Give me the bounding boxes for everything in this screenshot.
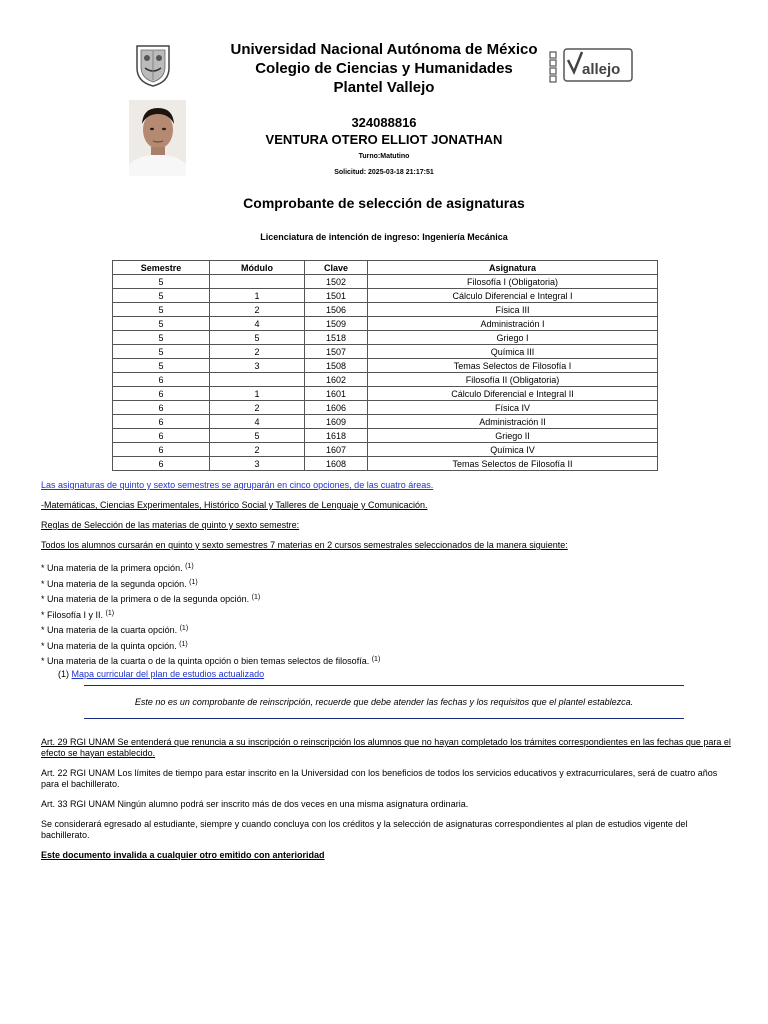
shift-label: Turno:Matutino: [358, 153, 410, 160]
cell-clave: 1609: [305, 415, 368, 429]
cell-asignatura: Química IV: [368, 443, 658, 457]
document-header: [0, 40, 768, 98]
cell-clave: 1618: [305, 429, 368, 443]
areas-text: -Matemáticas, Ciencias Experimentales, Histórico Social y Talleres de Lenguaje y Comunicación.: [41, 500, 428, 510]
cell-asignatura: Griego I: [368, 331, 658, 345]
table-row: [113, 429, 658, 443]
header-semestre: Semestre: [113, 261, 210, 275]
cell-asignatura: Griego II: [368, 429, 658, 443]
unam-seal-icon: [133, 42, 173, 88]
cell-clave: 1608: [305, 457, 368, 471]
licenciatura-label: Licenciatura de intención de ingreso: Ingeniería Mecánica: [260, 232, 508, 242]
table-body: [113, 275, 658, 471]
rule-item: [41, 560, 731, 576]
rule-text: * Una materia de la primera opción.: [41, 563, 183, 573]
cell-semestre: 6: [113, 457, 210, 471]
student-info: [200, 115, 568, 177]
cell-semestre: 6: [113, 443, 210, 457]
cell-semestre: 5: [113, 275, 210, 289]
cell-asignatura: Temas Selectos de Filosofía II: [368, 457, 658, 471]
rule-item: [41, 653, 731, 669]
cell-semestre: 6: [113, 401, 210, 415]
cell-semestre: 5: [113, 331, 210, 345]
cell-modulo: 2: [210, 401, 305, 415]
university-name: Universidad Nacional Autónoma de México: [230, 41, 538, 58]
cch-vallejo-logo-icon: [548, 46, 634, 84]
cell-asignatura: Física IV: [368, 401, 658, 415]
cell-modulo: 1: [210, 387, 305, 401]
student-name: VENTURA OTERO ELLIOT JONATHAN: [265, 132, 503, 147]
footnote-mark: (1): [58, 668, 69, 679]
rule-text: * Una materia de la quinta opción.: [41, 640, 177, 651]
cell-semestre: 6: [113, 373, 210, 387]
cell-clave: 1502: [305, 275, 368, 289]
cell-clave: 1607: [305, 443, 368, 457]
article-29: Art. 29 RGI UNAM Se entenderá que renuncia a su inscripción o reinscripción los alumnos que no hayan completado los trámites correspondientes en las fechas que para el efecto se hayan establecido.: [41, 737, 731, 758]
cell-modulo: 2: [210, 443, 305, 457]
header-clave: Clave: [305, 261, 368, 275]
rule-footnote-mark: (1): [179, 625, 189, 632]
rule-footnote-mark: (1): [105, 609, 115, 617]
cell-clave: 1509: [305, 317, 368, 331]
cell-clave: 1508: [305, 359, 368, 373]
cell-modulo: 4: [210, 415, 305, 429]
request-timestamp: Solicitud: 2025-03-18 21:17:51: [334, 169, 434, 176]
cell-semestre: 6: [113, 415, 210, 429]
student-photo: [129, 100, 186, 176]
cell-asignatura: Cálculo Diferencial e Integral I: [368, 289, 658, 303]
cell-asignatura: Química III: [368, 345, 658, 359]
invalidation-note: Este documento invalida a cualquier otro emitido con anterioridad: [41, 850, 325, 860]
rule-text: * Una materia de la cuarta o de la quinta opción o bien temas selectos de filosofía.: [41, 656, 370, 666]
cell-semestre: 5: [113, 317, 210, 331]
cell-modulo: 5: [210, 429, 305, 443]
table-row: [113, 457, 658, 471]
logo-text: allejo: [582, 61, 621, 78]
selection-notes: [41, 480, 731, 680]
cell-semestre: 5: [113, 289, 210, 303]
cell-modulo: 3: [210, 359, 305, 373]
regulations: [41, 737, 731, 870]
cell-asignatura: Cálculo Diferencial e Integral II: [368, 387, 658, 401]
footnote: [41, 669, 731, 680]
student-portrait-icon: [129, 100, 186, 176]
rule-text: * Una materia de la cuarta opción.: [41, 625, 178, 635]
cell-asignatura: Filosofía I (Obligatoria): [368, 275, 658, 289]
header-modulo: Módulo: [210, 261, 305, 275]
rule-item: [41, 607, 731, 623]
institution-title: [180, 40, 588, 97]
cell-clave: 1501: [305, 289, 368, 303]
article-33: Art. 33 RGI UNAM Ningún alumno podrá ser inscrito más de dos veces en una misma asignatura ordinaria.: [41, 799, 469, 809]
table-row: [113, 401, 658, 415]
cell-modulo: 5: [210, 331, 305, 345]
cell-clave: 1507: [305, 345, 368, 359]
rule-footnote-mark: (1): [179, 640, 188, 648]
cell-asignatura: Temas Selectos de Filosofía I: [368, 359, 658, 373]
rules-title: Reglas de Selección de las materias de quinto y sexto semestre:: [41, 520, 300, 530]
rule-item: [41, 622, 731, 638]
cell-modulo: [210, 373, 305, 387]
reinscription-notice: Este no es un comprobante de reinscripción, recuerde que debe atender las fechas y los requisitos que el plantel establezca.: [84, 685, 684, 719]
table-header-row: [113, 261, 658, 275]
rule-item: [41, 576, 731, 592]
cell-semestre: 5: [113, 303, 210, 317]
rule-footnote-mark: (1): [189, 578, 198, 586]
table-row: [113, 387, 658, 401]
subjects-table: [112, 260, 658, 471]
cell-clave: 1606: [305, 401, 368, 415]
table-row: [113, 345, 658, 359]
cell-modulo: 3: [210, 457, 305, 471]
document-title: Comprobante de selección de asignaturas: [243, 195, 525, 211]
rule-text: * Una materia de la segunda opción.: [41, 578, 187, 589]
college-name: Colegio de Ciencias y Humanidades: [255, 60, 513, 77]
account-number: 324088816: [351, 115, 417, 130]
table-row: [113, 373, 658, 387]
cell-asignatura: Administración II: [368, 415, 658, 429]
cell-semestre: 5: [113, 359, 210, 373]
curriculum-map-link[interactable]: Mapa curricular del plan de estudios actualizado: [71, 668, 265, 679]
rule-text: * Una materia de la primera o de la segunda opción.: [41, 594, 250, 604]
rules-intro: Todos los alumnos cursarán en quinto y sexto semestres 7 materias en 2 cursos semestrales seleccionados de la manera siguiente:: [41, 540, 568, 550]
rules-list: [41, 560, 731, 669]
cell-clave: 1602: [305, 373, 368, 387]
groups-link[interactable]: Las asignaturas de quinto y sexto semestres se agruparán en cinco opciones, de las cuatro áreas.: [41, 480, 434, 490]
table-row: [113, 443, 658, 457]
table-row: [113, 289, 658, 303]
table-row: [113, 415, 658, 429]
cell-semestre: 6: [113, 387, 210, 401]
rule-footnote-mark: (1): [185, 563, 194, 570]
cell-modulo: 2: [210, 345, 305, 359]
rule-text: * Filosofía I y II.: [41, 609, 104, 620]
table-row: [113, 359, 658, 373]
cell-clave: 1506: [305, 303, 368, 317]
cell-asignatura: Física III: [368, 303, 658, 317]
cell-modulo: 2: [210, 303, 305, 317]
cell-asignatura: Filosofía II (Obligatoria): [368, 373, 658, 387]
table-row: [113, 331, 658, 345]
cell-modulo: 1: [210, 289, 305, 303]
rule-footnote-mark: (1): [251, 594, 261, 601]
cell-clave: 1601: [305, 387, 368, 401]
cell-semestre: 6: [113, 429, 210, 443]
cell-asignatura: Administración I: [368, 317, 658, 331]
header-asignatura: Asignatura: [368, 261, 658, 275]
table-row: [113, 275, 658, 289]
rule-footnote-mark: (1): [371, 656, 381, 663]
campus-name: Plantel Vallejo: [333, 79, 435, 96]
table-row: [113, 303, 658, 317]
rule-item: [41, 591, 731, 607]
table-row: [113, 317, 658, 331]
graduate-note: Se considerará egresado al estudiante, siempre y cuando concluya con los créditos y la selección de asignaturas correspondientes al plan de estudios vigente del bachillerato.: [41, 819, 688, 840]
cell-modulo: [210, 275, 305, 289]
article-22: Art. 22 RGI UNAM Los límites de tiempo para estar inscrito en la Universidad con los beneficios de todos los servicios educativos y extracurriculares, será de cuatro años para el bachillerato.: [41, 768, 718, 789]
cell-semestre: 5: [113, 345, 210, 359]
cell-modulo: 4: [210, 317, 305, 331]
cell-clave: 1518: [305, 331, 368, 345]
rule-item: [41, 638, 731, 654]
